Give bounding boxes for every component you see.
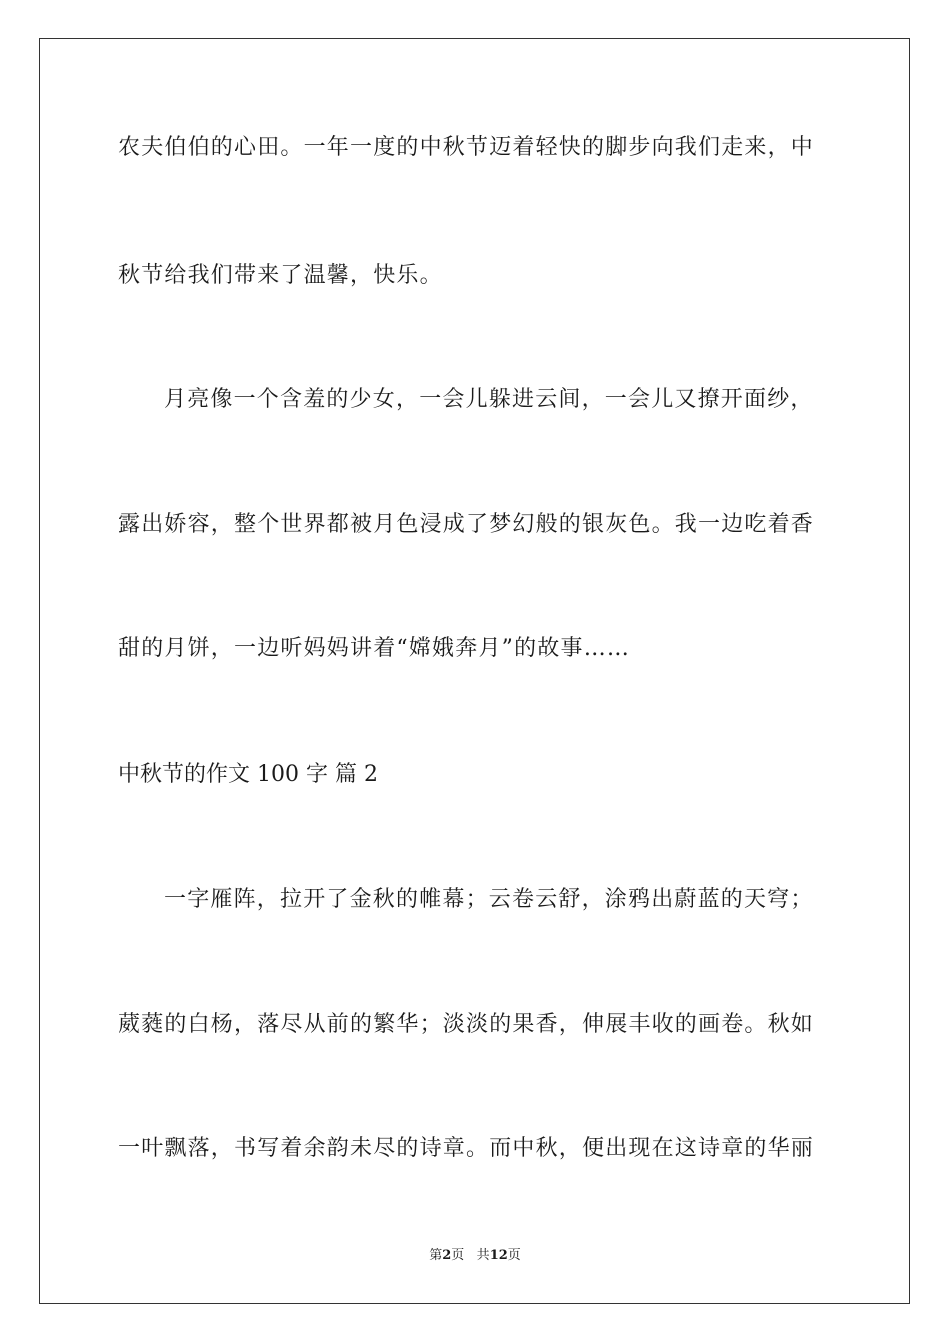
body-line-4: 露出娇容，整个世界都被月色浸成了梦幻般的银灰色。我一边吃着香 xyxy=(118,512,815,537)
page-prefix: 第 xyxy=(429,1248,443,1263)
page-total: 12 xyxy=(489,1248,508,1263)
page-border xyxy=(39,38,910,1304)
body-line-2: 秋节给我们带来了温馨，快乐。 xyxy=(118,263,443,288)
total-prefix: 共 xyxy=(476,1248,490,1263)
section-heading: 中秋节的作文 100 字 篇 2 xyxy=(118,762,378,787)
body-line-8: 一叶飘落，书写着余韵未尽的诗章。而中秋，便出现在这诗章的华丽 xyxy=(118,1136,815,1161)
page-suffix: 页 xyxy=(451,1248,465,1263)
total-suffix: 页 xyxy=(507,1248,521,1263)
body-line-1: 农夫伯伯的心田。一年一度的中秋节迈着轻快的脚步向我们走来，中 xyxy=(118,135,815,160)
body-line-7: 葳蕤的白杨，落尽从前的繁华；淡淡的果香，伸展丰收的画卷。秋如 xyxy=(118,1012,815,1037)
body-line-5: 甜的月饼，一边听妈妈讲着“嫦娥奔月”的故事…… xyxy=(118,636,631,661)
page-current: 2 xyxy=(442,1248,452,1263)
body-line-6: 一字雁阵，拉开了金秋的帷幕；云卷云舒，涂鸦出蔚蓝的天穹； xyxy=(164,887,814,912)
page-footer xyxy=(0,1247,950,1265)
body-line-3: 月亮像一个含羞的少女，一会儿躲进云间，一会儿又撩开面纱， xyxy=(164,387,814,412)
